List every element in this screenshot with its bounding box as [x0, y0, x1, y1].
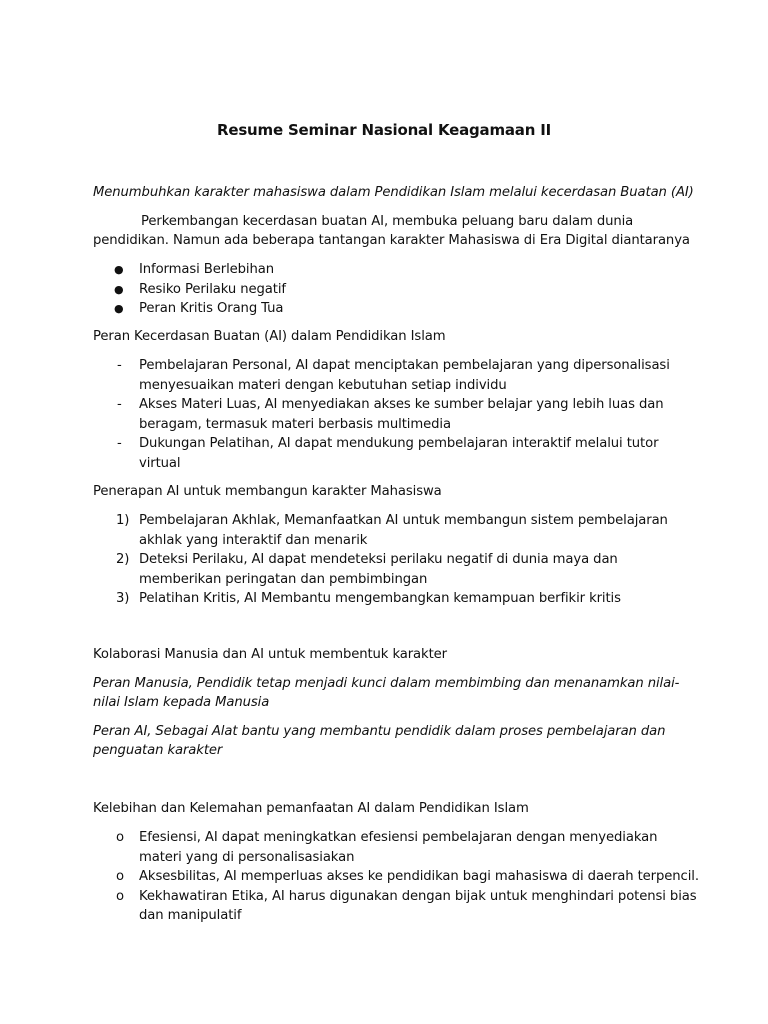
- intro-line-1: Perkembangan kecerdasan buatan AI, membuka peluang baru dalam dunia: [141, 214, 634, 229]
- list-item: - Akses Materi Luas, AI menyediakan akses ke sumber belajar yang lebih luas dan beragam, termasuk materi berbasis multimedia: [117, 397, 664, 432]
- list-item: o Aksesbilitas, AI memperluas akses ke pendidikan bagi mahasiswa di daerah terpencil.: [93, 867, 683, 887]
- bullet-icon: ●: [114, 302, 124, 315]
- list-item: 1) Pembelajaran Akhlak, Memanfaatkan AI untuk membangun sistem pembelajaran akhlak yang interaktif dan menarik: [116, 513, 668, 548]
- collab-ai-line-1: Peran AI, Sebagai Alat bantu yang membantu pendidik dalam proses pembelajaran dan: [93, 724, 666, 739]
- list-item: o Efesiensi, AI dapat meningkatkan efesiensi pembelajaran dengan menyediakan materi yang di personalisasiakan: [116, 830, 658, 865]
- circle-bullet-icon: o: [116, 869, 124, 884]
- bullet-icon: ●: [114, 282, 124, 296]
- bullet-icon: ●: [114, 263, 124, 276]
- role-list: [93, 356, 683, 473]
- document-title: Resume Seminar Nasional Keagamaan II: [217, 121, 551, 139]
- pros-list: [93, 828, 699, 926]
- list-item: ● Resiko Perilaku negatif: [93, 280, 683, 300]
- list-item: - Dukungan Pelatihan, AI dapat mendukung pembelajaran interaktif melalui tutor virtual: [117, 436, 659, 471]
- collab-human-line-2: nilai Islam kepada Manusia: [93, 695, 270, 710]
- list-item: - Pembelajaran Personal, AI dapat menciptakan pembelajaran yang dipersonalisasi menyesuaikan materi dengan kebutuhan setiap individu: [117, 358, 670, 393]
- list-item: o Kekhawatiran Etika, AI harus digunakan dengan bijak untuk menghindari potensi bias dan manipulatif: [116, 888, 697, 923]
- circle-bullet-icon: o: [116, 888, 124, 904]
- list-item: ● Informasi Berlebihan: [93, 260, 683, 280]
- document-subtitle: Menumbuhkan karakter mahasiswa dalam Pendidikan Islam melalui kecerdasan Buatan (AI): [93, 185, 694, 200]
- section-heading-apply: Penerapan AI untuk membangun karakter Mahasiswa: [93, 484, 442, 499]
- intro-line-2: pendidikan. Namun ada beberapa tantangan karakter Mahasiswa di Era Digital diantaranya: [93, 233, 690, 248]
- apply-list: [93, 511, 683, 609]
- section-heading-role: Peran Kecerdasan Buatan (AI) dalam Pendidikan Islam: [93, 329, 446, 344]
- circle-bullet-icon: o: [116, 830, 124, 845]
- section-heading-pros: Kelebihan dan Kelemahan pemanfaatan AI dalam Pendidikan Islam: [93, 801, 529, 816]
- list-item: 3) Pelatihan Kritis, AI Membantu mengembangkan kemampuan berfikir kritis: [116, 591, 621, 606]
- list-item: ● Peran Kritis Orang Tua: [93, 299, 683, 319]
- collab-human-line-1: Peran Manusia, Pendidik tetap menjadi kunci dalam membimbing dan menanamkan nilai-: [93, 676, 680, 691]
- challenges-list: [93, 260, 683, 319]
- collab-ai-line-2: penguatan karakter: [93, 743, 223, 758]
- section-heading-collab: Kolaborasi Manusia dan AI untuk membentuk karakter: [93, 647, 447, 662]
- list-item: 2) Deteksi Perilaku, AI dapat mendeteksi perilaku negatif di dunia maya dan memberikan peringatan dan pembimbingan: [116, 552, 618, 587]
